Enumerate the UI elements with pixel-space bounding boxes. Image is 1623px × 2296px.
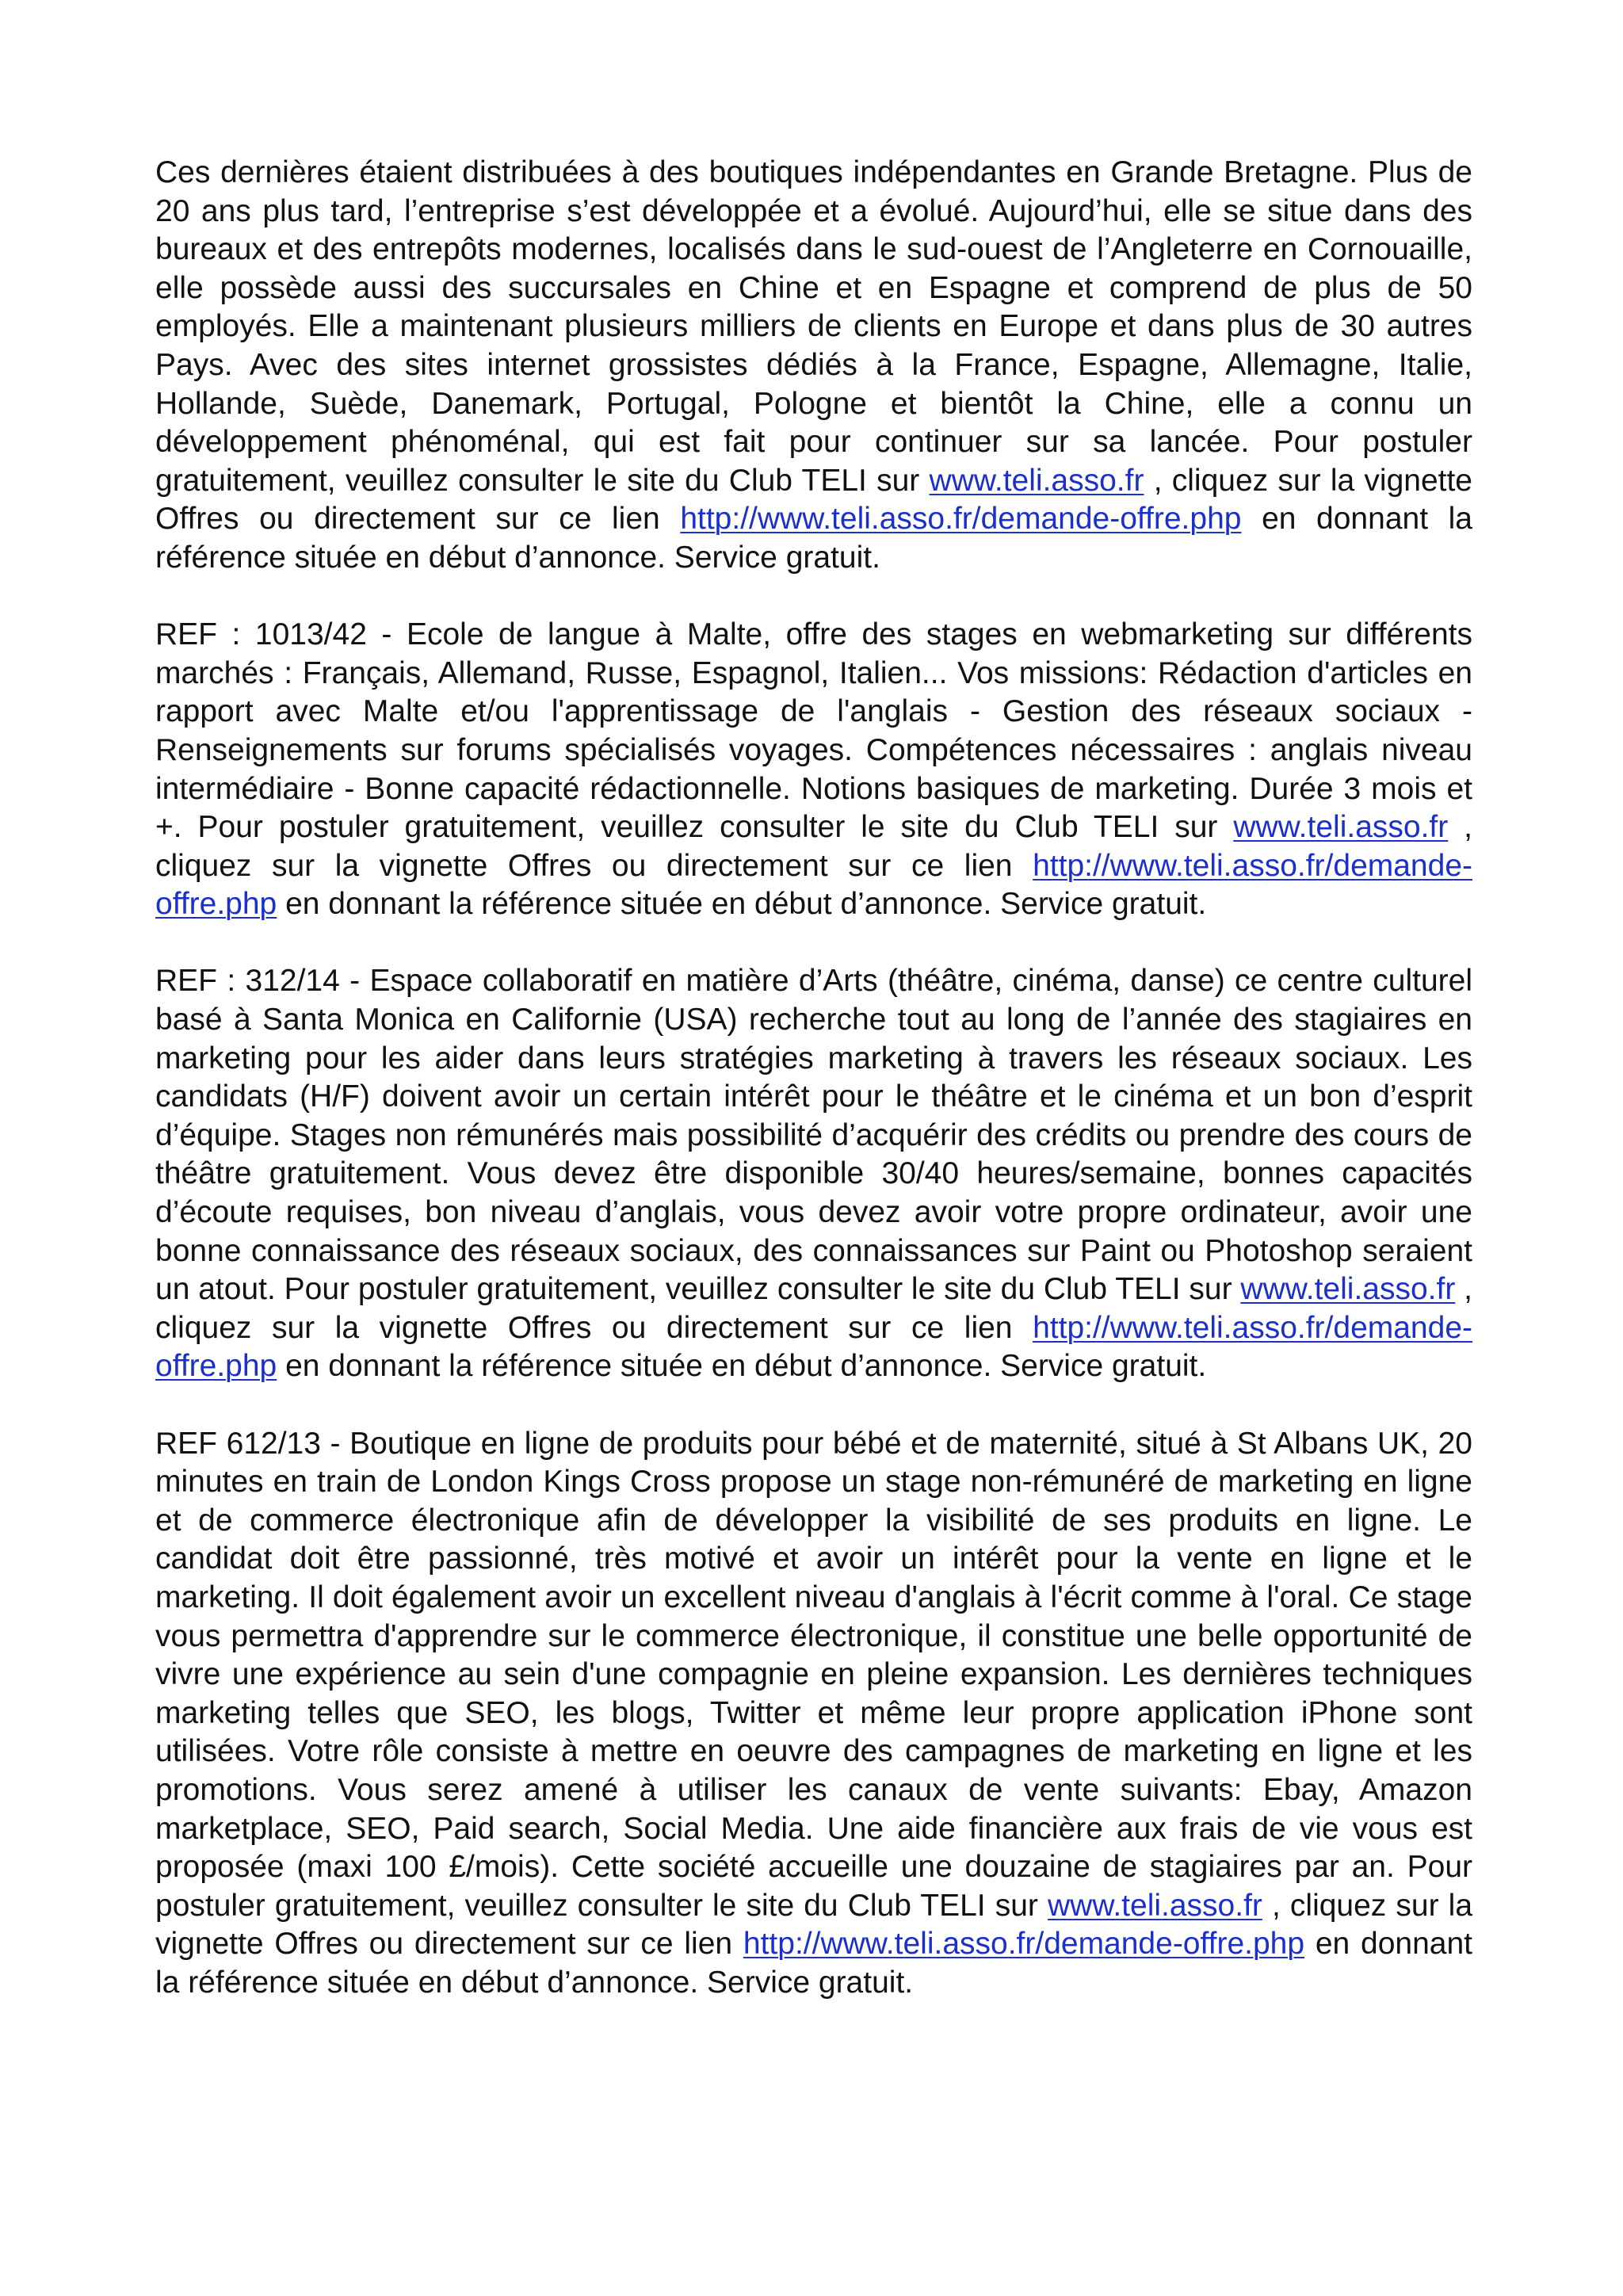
paragraph-text: REF : 1013/42 - Ecole de langue à Malte, offre des stages en webmarketing sur différents marchés : Français, Allemand, Russe, Espagnol, Italien... Vos missions: Rédaction d'articles en rapport avec Malte et/ou l'apprentissage de l'anglais - Gestion des réseaux sociaux - Renseignements sur forums spécialisés voyages. Compétences nécessaires : anglais niveau intermédiaire - Bonne capacité rédactionnelle. Notions basiques de marketing. Durée 3 mois et +. Pour postuler gratuitement, veuillez consulter le site du Club TELI sur (155, 617, 1472, 845)
paragraph-text: , cliquez sur la vignette Offres ou directement sur ce lien (155, 1272, 1473, 1345)
teli-site-link[interactable]: www.teli.asso.fr (1048, 1888, 1262, 1923)
teli-offer-form-link[interactable]: http://www.teli.asso.fr/demande-offre.php (155, 1310, 1472, 1384)
paragraph-company-intro (155, 154, 1472, 578)
paragraph-text: en donnant la référence située en début d’annonce. Service gratuit. (277, 887, 1207, 922)
paragraph-text: en donnant la référence située en début d’annonce. Service gratuit. (277, 1349, 1207, 1384)
teli-site-link[interactable]: www.teli.asso.fr (1240, 1272, 1456, 1307)
teli-site-link[interactable]: www.teli.asso.fr (1233, 810, 1449, 845)
paragraph-ref-612-13 (155, 1425, 1472, 2003)
paragraph-text: en donnant la référence située en début d’annonce. Service gratuit. (155, 502, 1472, 575)
paragraph-text: REF 612/13 - Boutique en ligne de produits pour bébé et de maternité, situé à St Albans UK, 20 minutes en train de London Kings Cross propose un stage non-rémunéré de marketing en ligne et de commerce électronique afin de développer la visibilité de ses produits en ligne. Le candidat doit être passionné, très motivé et avoir un intérêt pour la vente en ligne et le marketing. Il doit également avoir un excellent niveau d'anglais à l'écrit comme à l'oral. Ce stage vous permettra d'apprendre sur le commerce électronique, il constitue une belle opportunité de vivre une expérience au sein d'une compagnie en pleine expansion. Les dernières techniques marketing telles que SEO, les blogs, Twitter et même leur propre application iPhone sont utilisées. Votre rôle consiste à mettre en oeuvre des campagnes de marketing en ligne et les promotions. Vous serez amené à utiliser les canaux de vente suivants: Ebay, Amazon marketplace, SEO, Paid search, Social Media. Une aide financière aux frais de vie vous est proposée (maxi 100 £/mois). Cette société accueille une douzaine de stagiaires par an. Pour postuler gratuitement, veuillez consulter le site du Club TELI sur (155, 1426, 1472, 1923)
paragraph-text: , cliquez sur la vignette Offres ou directement sur ce lien (155, 810, 1473, 883)
teli-offer-form-link[interactable]: http://www.teli.asso.fr/demande-offre.php (155, 848, 1472, 922)
paragraph-text: Ces dernières étaient distribuées à des boutiques indépendantes en Grande Bretagne. Plus de 20 ans plus tard, l’entreprise s’est développée et a évolué. Aujourd’hui, elle se situe dans des bureaux et des entrepôts modernes, localisés dans le sud-ouest de l’Angleterre en Cornouaille, elle possède aussi des succursales en Chine et en Espagne et comprend de plus de 50 employés. Elle a maintenant plusieurs milliers de clients en Europe et dans plus de 30 autres Pays. Avec des sites internet grossistes dédiés à la France, Espagne, Allemagne, Italie, Hollande, Suède, Danemark, Portugal, Pologne et bientôt la Chine, elle a connu un développement phénoménal, qui est fait pour continuer sur sa lancée. Pour postuler gratuitement, veuillez consulter le site du Club TELI sur (155, 155, 1472, 498)
paragraph-ref-312-14 (155, 962, 1472, 1386)
paragraph-text: , cliquez sur la vignette Offres ou directement sur ce lien (155, 1888, 1473, 1962)
teli-site-link[interactable]: www.teli.asso.fr (929, 463, 1144, 498)
teli-offer-form-link[interactable]: http://www.teli.asso.fr/demande-offre.php (743, 1927, 1305, 1962)
paragraph-text: REF : 312/14 - Espace collaboratif en matière d’Arts (théâtre, cinéma, danse) ce centre culturel basé à Santa Monica en Californie (USA) recherche tout au long de l’année des stagiaires en marketing pour les aider dans leurs stratégies marketing à travers les réseaux sociaux. Les candidats (H/F) doivent avoir un certain intérêt pour le théâtre et le cinéma et un bon d’esprit d’équipe. Stages non rémunérés mais possibilité d’acquérir des crédits ou prendre des cours de théâtre gratuitement. Vous devez être disponible 30/40 heures/semaine, bonnes capacités d’écoute requises, bon niveau d’anglais, vous devez avoir votre propre ordinateur, avoir une bonne connaissance des réseaux sociaux, des connaissances sur Paint ou Photoshop seraient un atout. Pour postuler gratuitement, veuillez consulter le site du Club TELI sur (155, 964, 1472, 1307)
teli-offer-form-link[interactable]: http://www.teli.asso.fr/demande-offre.php (680, 502, 1242, 537)
paragraph-ref-1013-42 (155, 616, 1472, 924)
paragraph-text: , cliquez sur la vignette Offres ou directement sur ce lien (155, 463, 1473, 537)
document-page (155, 154, 1472, 2003)
paragraph-text: en donnant la référence située en début d’annonce. Service gratuit. (155, 1927, 1472, 2000)
